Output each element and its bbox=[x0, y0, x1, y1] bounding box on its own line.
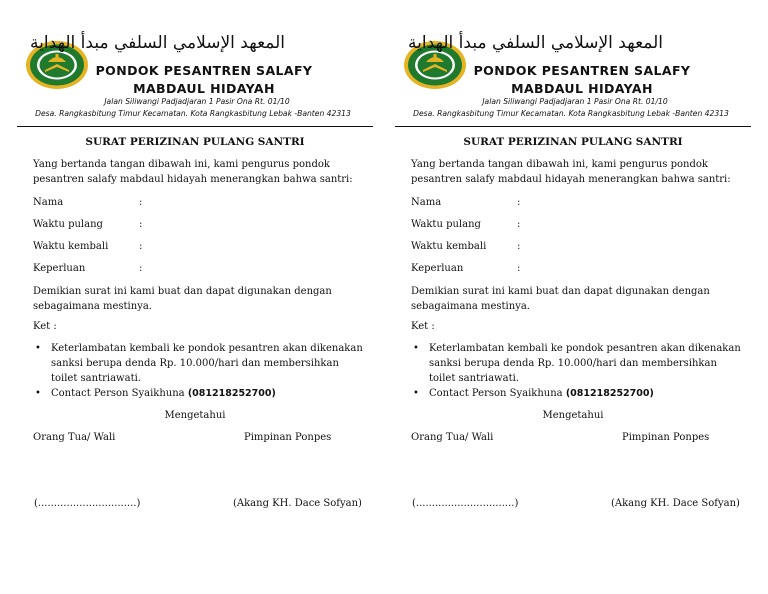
field-label-nama: Nama bbox=[411, 197, 442, 208]
list-item bbox=[411, 341, 741, 386]
org-name-line1: PONDOK PESANTREN SALAFY bbox=[473, 63, 691, 78]
note-text: Keterlambatan kembali ke pondok pesantren akan dikenakan sanksi berupa denda Rp. 10.000/hari dan membersihkan toilet santriawati. bbox=[51, 343, 363, 384]
signature-name-right: (Akang KH. Dace Sofyan) bbox=[233, 498, 362, 509]
header-divider bbox=[17, 126, 373, 127]
signature-blank-left: (...............................) bbox=[412, 498, 519, 509]
org-name-line1: PONDOK PESANTREN SALAFY bbox=[95, 63, 313, 78]
signer-right-label: Pimpinan Ponpes bbox=[244, 432, 332, 443]
note-text: Contact Person Syaikhuna bbox=[429, 388, 566, 399]
field-label-waktu-kembali: Waktu kembali bbox=[33, 241, 109, 252]
bullet-icon: • bbox=[35, 388, 41, 399]
permit-slip-right bbox=[395, 30, 755, 530]
field-colon: : bbox=[517, 241, 521, 252]
mengetahui-label: Mengetahui bbox=[542, 410, 604, 421]
list-item bbox=[411, 386, 741, 401]
note-text: Keterlambatan kembali ke pondok pesantren akan dikenakan sanksi berupa denda Rp. 10.000/hari dan membersihkan toilet santriawati. bbox=[429, 343, 741, 384]
address-line2: Desa. Rangkasbitung Timur Kecamatan. Kota Rangkasbitung Lebak -Banten 42313 bbox=[35, 109, 351, 118]
mengetahui-label: Mengetahui bbox=[164, 410, 226, 421]
arabic-header: المعهد الإسلامي السلفي مبدأ الهداية bbox=[30, 33, 285, 53]
field-colon: : bbox=[139, 241, 143, 252]
signature-name-right: (Akang KH. Dace Sofyan) bbox=[611, 498, 740, 509]
address-line2: Desa. Rangkasbitung Timur Kecamatan. Kota Rangkasbitung Lebak -Banten 42313 bbox=[413, 109, 729, 118]
address-line1: Jalan Siliwangi Padjadjaran 1 Pasir Ona Rt. 01/10 bbox=[104, 97, 290, 106]
signature-blank-left: (...............................) bbox=[34, 498, 141, 509]
field-label-waktu-pulang: Waktu pulang bbox=[33, 219, 103, 230]
notes-list bbox=[33, 341, 363, 401]
field-colon: : bbox=[139, 263, 143, 274]
header-divider bbox=[395, 126, 751, 127]
field-colon: : bbox=[139, 197, 143, 208]
signer-left-label: Orang Tua/ Wali bbox=[33, 432, 116, 443]
intro-text: Yang bertanda tangan dibawah ini, kami pengurus pondok pesantren salafy mabdaul hidayah menerangkan bahwa santri: bbox=[33, 159, 353, 185]
org-name-line2: MABDAUL HIDAYAH bbox=[511, 81, 653, 96]
ket-label: Ket : bbox=[411, 321, 435, 332]
field-label-keperluan: Keperluan bbox=[33, 263, 86, 274]
field-colon: : bbox=[517, 197, 521, 208]
bullet-icon: • bbox=[413, 343, 419, 354]
field-label-waktu-pulang: Waktu pulang bbox=[411, 219, 481, 230]
form-title: SURAT PERIZINAN PULANG SANTRI bbox=[463, 136, 683, 148]
field-label-keperluan: Keperluan bbox=[411, 263, 464, 274]
bullet-icon: • bbox=[413, 388, 419, 399]
notes-list bbox=[411, 341, 741, 401]
field-colon: : bbox=[139, 219, 143, 230]
signer-right-label: Pimpinan Ponpes bbox=[622, 432, 710, 443]
address-line1: Jalan Siliwangi Padjadjaran 1 Pasir Ona Rt. 01/10 bbox=[482, 97, 668, 106]
field-label-waktu-kembali: Waktu kembali bbox=[411, 241, 487, 252]
signer-left-label: Orang Tua/ Wali bbox=[411, 432, 494, 443]
field-label-nama: Nama bbox=[33, 197, 64, 208]
closing-text: Demikian surat ini kami buat dan dapat digunakan dengan sebagaimana mestinya. bbox=[33, 286, 332, 312]
form-title: SURAT PERIZINAN PULANG SANTRI bbox=[85, 136, 305, 148]
permit-slip-left bbox=[17, 30, 377, 530]
contact-phone: (081218252700) bbox=[565, 388, 654, 399]
note-text: Contact Person Syaikhuna bbox=[51, 388, 188, 399]
list-item bbox=[33, 386, 363, 401]
field-colon: : bbox=[517, 263, 521, 274]
closing-text: Demikian surat ini kami buat dan dapat digunakan dengan sebagaimana mestinya. bbox=[411, 286, 710, 312]
list-item bbox=[33, 341, 363, 386]
ket-label: Ket : bbox=[33, 321, 57, 332]
contact-phone: (081218252700) bbox=[187, 388, 276, 399]
field-colon: : bbox=[517, 219, 521, 230]
bullet-icon: • bbox=[35, 343, 41, 354]
arabic-header: المعهد الإسلامي السلفي مبدأ الهداية bbox=[408, 33, 663, 53]
org-name-line2: MABDAUL HIDAYAH bbox=[133, 81, 275, 96]
intro-text: Yang bertanda tangan dibawah ini, kami pengurus pondok pesantren salafy mabdaul hidayah menerangkan bahwa santri: bbox=[411, 159, 731, 185]
